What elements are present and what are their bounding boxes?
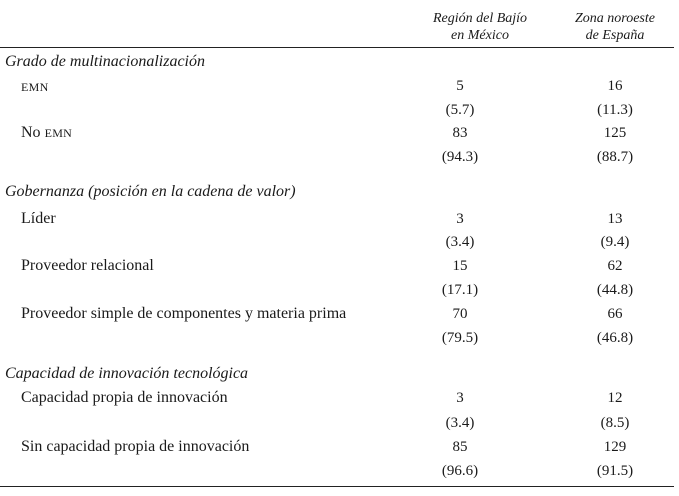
cell-lider-bajio-pct: (3.4): [445, 234, 475, 250]
cell-emn-bajio: 5: [456, 78, 464, 94]
cell-emn-bajio-pct: (5.7): [445, 102, 475, 118]
cell-lider-espana-pct: (9.4): [600, 234, 630, 250]
column-header-espana-line1: Zona noroeste: [575, 11, 655, 26]
cell-propia-bajio: 3: [456, 390, 464, 406]
cell-no-emn-bajio: 83: [452, 125, 468, 141]
cell-sin-bajio-pct: (96.6): [441, 463, 479, 479]
row-label-no-emn-sc: EMN: [44, 126, 73, 140]
cell-propia-espana: 12: [607, 390, 623, 406]
cell-relacional-bajio-pct: (17.1): [441, 282, 479, 298]
cell-propia-bajio-pct: (3.4): [445, 415, 475, 431]
section-title-innovacion: Capacidad de innovación tecnológica: [5, 365, 249, 382]
cell-simple-bajio-pct: (79.5): [441, 330, 479, 346]
cell-propia-espana-pct: (8.5): [600, 415, 630, 431]
cell-simple-espana: 66: [607, 306, 623, 322]
cell-sin-bajio: 85: [452, 439, 468, 455]
header-rule: [0, 47, 674, 48]
section-title-multinacionalizacion: Grado de multinacionalización: [5, 53, 205, 70]
column-header-bajio-line1: Región del Bajío: [432, 11, 528, 26]
section-title-gobernanza: Gobernanza (posición en la cadena de valor): [5, 183, 296, 200]
cell-emn-espana: 16: [607, 78, 623, 94]
cell-relacional-bajio: 15: [452, 258, 468, 274]
column-header-espana: [560, 10, 670, 44]
cell-relacional-espana-pct: (44.8): [596, 282, 634, 298]
column-header-bajio-line2: en México: [451, 28, 509, 43]
cell-no-emn-espana-pct: (88.7): [596, 149, 634, 165]
row-label-lider: Líder: [21, 210, 56, 227]
cell-sin-espana: 129: [603, 439, 627, 455]
cell-simple-bajio: 70: [452, 306, 468, 322]
cell-relacional-espana: 62: [607, 258, 623, 274]
cell-no-emn-espana: 125: [603, 125, 627, 141]
cell-no-emn-bajio-pct: (94.3): [441, 149, 479, 165]
row-label-no-emn-prefix: No: [21, 124, 45, 141]
cell-lider-espana: 13: [607, 211, 623, 227]
bottom-rule: [0, 486, 674, 487]
row-label-no-emn: [21, 123, 72, 143]
row-label-proveedor-relacional: Proveedor relacional: [21, 257, 154, 274]
cell-lider-bajio: 3: [456, 211, 464, 227]
column-header-bajio: [416, 10, 544, 44]
cell-simple-espana-pct: (46.8): [596, 330, 634, 346]
cell-emn-espana-pct: (11.3): [597, 102, 633, 118]
cell-sin-espana-pct: (91.5): [596, 463, 634, 479]
row-label-emn: EMN: [21, 80, 49, 94]
column-header-espana-line2: de España: [585, 28, 645, 43]
row-label-sin-capacidad: Sin capacidad propia de innovación: [21, 438, 250, 455]
row-label-proveedor-simple: Proveedor simple de componentes y materia prima: [21, 305, 347, 322]
row-label-capacidad-propia: Capacidad propia de innovación: [21, 389, 228, 406]
